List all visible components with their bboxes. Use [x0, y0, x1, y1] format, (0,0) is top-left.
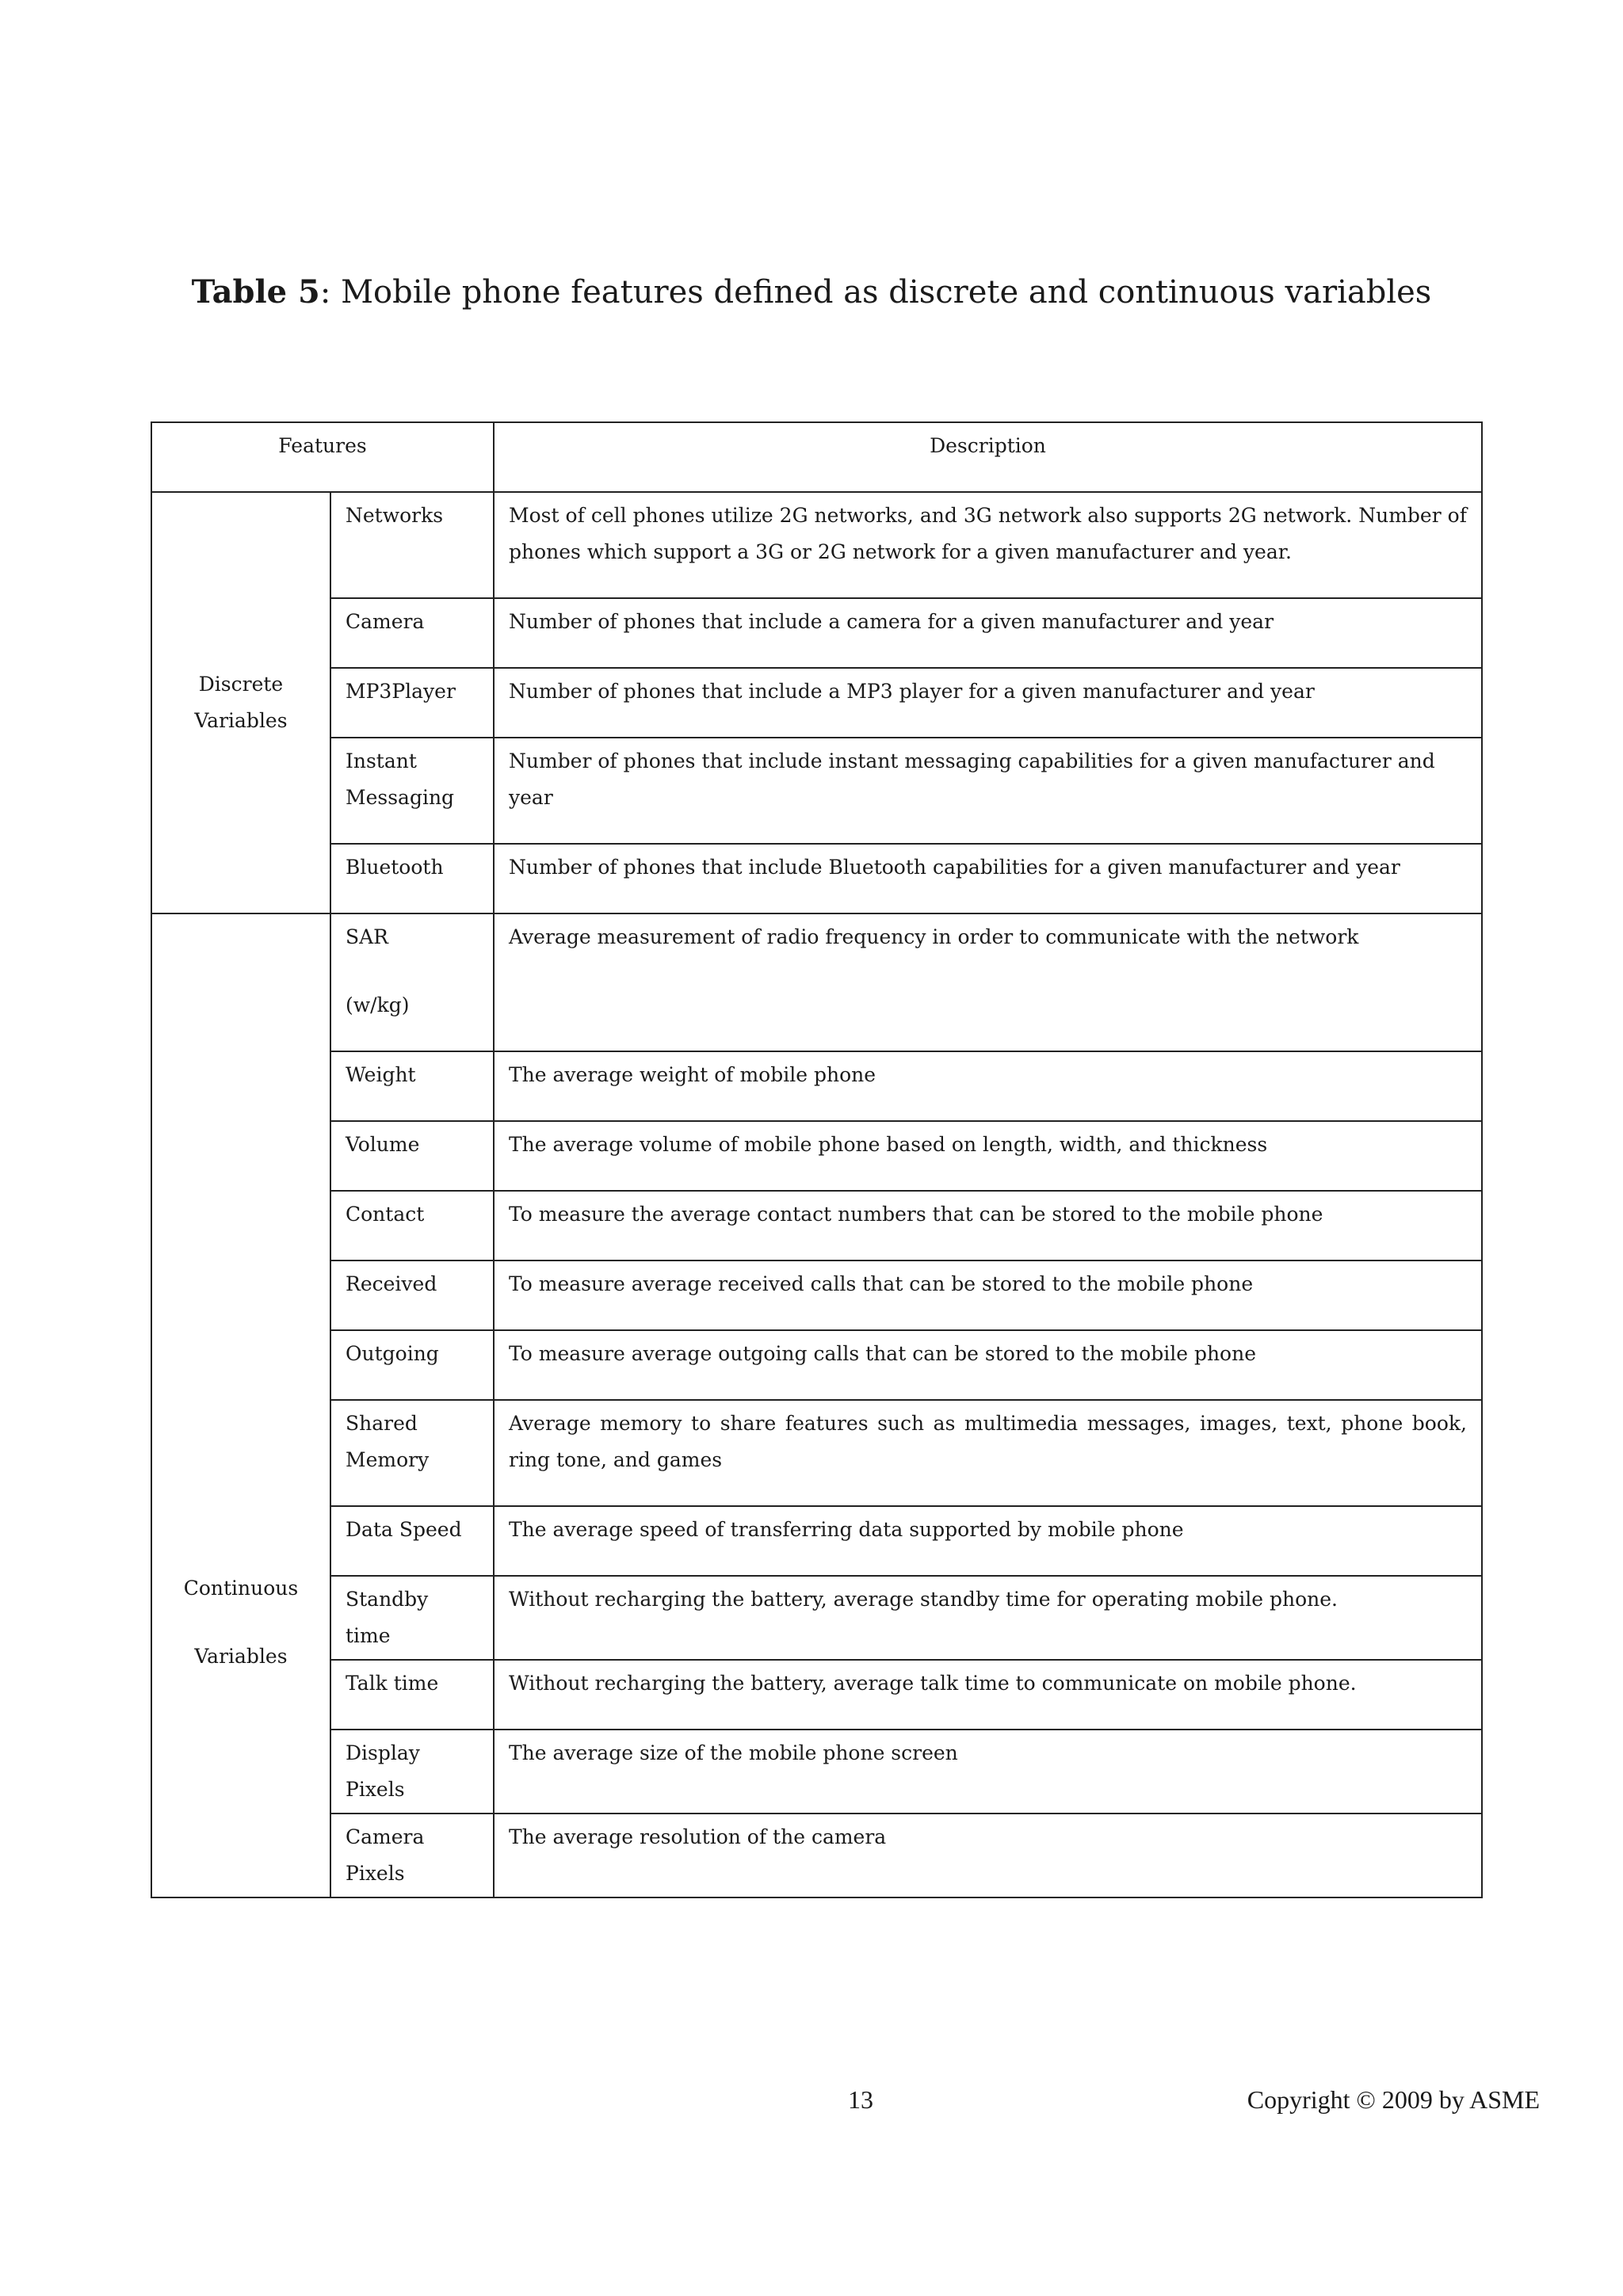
description-cell: Average measurement of radio frequency in order to communicate with the network [494, 913, 1482, 1051]
feature-cell: Outgoing [330, 1330, 494, 1400]
table-row [151, 668, 1482, 738]
features-table [151, 421, 1483, 1898]
table-row [151, 913, 1482, 1051]
table-row [151, 738, 1482, 844]
table-row [151, 1330, 1482, 1400]
description-cell: The average weight of mobile phone [494, 1051, 1482, 1121]
feature-cell: Weight [330, 1051, 494, 1121]
feature-cell: Received [330, 1261, 494, 1330]
table-caption-label: Table 5 [191, 273, 320, 311]
table-caption [0, 273, 1623, 311]
table-row [151, 1506, 1482, 1576]
table-header-row [151, 422, 1482, 492]
description-cell: Number of phones that include Bluetooth capabilities for a given manufacturer and year [494, 844, 1482, 913]
group-label-line1: Continuous [183, 1577, 299, 1600]
table-row [151, 492, 1482, 598]
group-continuous [151, 913, 330, 1897]
copyright-notice: Copyright © 2009 by ASME [1247, 2085, 1540, 2114]
description-cell: The average resolution of the camera [494, 1814, 1482, 1897]
table-caption-text: : Mobile phone features defined as discrete and continuous variables [319, 274, 1432, 311]
table-row [151, 844, 1482, 913]
feature-cell: Talk time [330, 1660, 494, 1730]
table-row [151, 1660, 1482, 1730]
description-cell: Number of phones that include a MP3 player for a given manufacturer and year [494, 668, 1482, 738]
description-cell: Number of phones that include a camera for a given manufacturer and year [494, 598, 1482, 668]
table-row [151, 1121, 1482, 1191]
description-cell: To measure average outgoing calls that can be stored to the mobile phone [494, 1330, 1482, 1400]
header-description: Description [494, 422, 1482, 492]
feature-cell: Camera [330, 598, 494, 668]
group-discrete [151, 492, 330, 913]
feature-cell: Data Speed [330, 1506, 494, 1576]
description-cell: Without recharging the battery, average talk time to communicate on mobile phone. [494, 1660, 1482, 1730]
feature-cell: MP3Player [330, 668, 494, 738]
feature-unit: (w/kg) [346, 994, 410, 1016]
feature-cell: Bluetooth [330, 844, 494, 913]
feature-cell: Instant Messaging [330, 738, 494, 844]
table-row [151, 1051, 1482, 1121]
feature-cell: Shared Memory [330, 1400, 494, 1506]
feature-cell: Networks [330, 492, 494, 598]
group-label-line2: Variables [194, 709, 288, 732]
description-cell: To measure average received calls that can be stored to the mobile phone [494, 1261, 1482, 1330]
table-row [151, 1814, 1482, 1897]
feature-cell: Display Pixels [330, 1730, 494, 1814]
feature-label: SAR [346, 925, 389, 948]
description-cell: The average speed of transferring data supported by mobile phone [494, 1506, 1482, 1576]
group-label-line2: Variables [194, 1645, 288, 1668]
table-row [151, 598, 1482, 668]
description-cell: Number of phones that include instant messaging capabilities for a given manufacturer and year [494, 738, 1482, 844]
table-row [151, 1261, 1482, 1330]
table-row [151, 1191, 1482, 1261]
header-features: Features [151, 422, 494, 492]
feature-cell: Volume [330, 1121, 494, 1191]
table-row [151, 1576, 1482, 1660]
description-cell: Average memory to share features such as multimedia messages, images, text, phone book, ring tone, and games [494, 1400, 1482, 1506]
description-cell: To measure the average contact numbers that can be stored to the mobile phone [494, 1191, 1482, 1261]
description-cell: Most of cell phones utilize 2G networks, and 3G network also supports 2G network. Number of phones which support a 3G or 2G network for a given manufacturer and year. [494, 492, 1482, 598]
table-row [151, 1730, 1482, 1814]
page-number: 13 [848, 2085, 873, 2114]
feature-cell [330, 913, 494, 1051]
feature-cell: Contact [330, 1191, 494, 1261]
group-label-line1: Discrete [198, 673, 284, 696]
description-cell: The average volume of mobile phone based on length, width, and thickness [494, 1121, 1482, 1191]
description-cell: Without recharging the battery, average standby time for operating mobile phone. [494, 1576, 1482, 1660]
table-row [151, 1400, 1482, 1506]
description-cell: The average size of the mobile phone screen [494, 1730, 1482, 1814]
feature-cell: Camera Pixels [330, 1814, 494, 1897]
feature-cell: Standby time [330, 1576, 494, 1660]
